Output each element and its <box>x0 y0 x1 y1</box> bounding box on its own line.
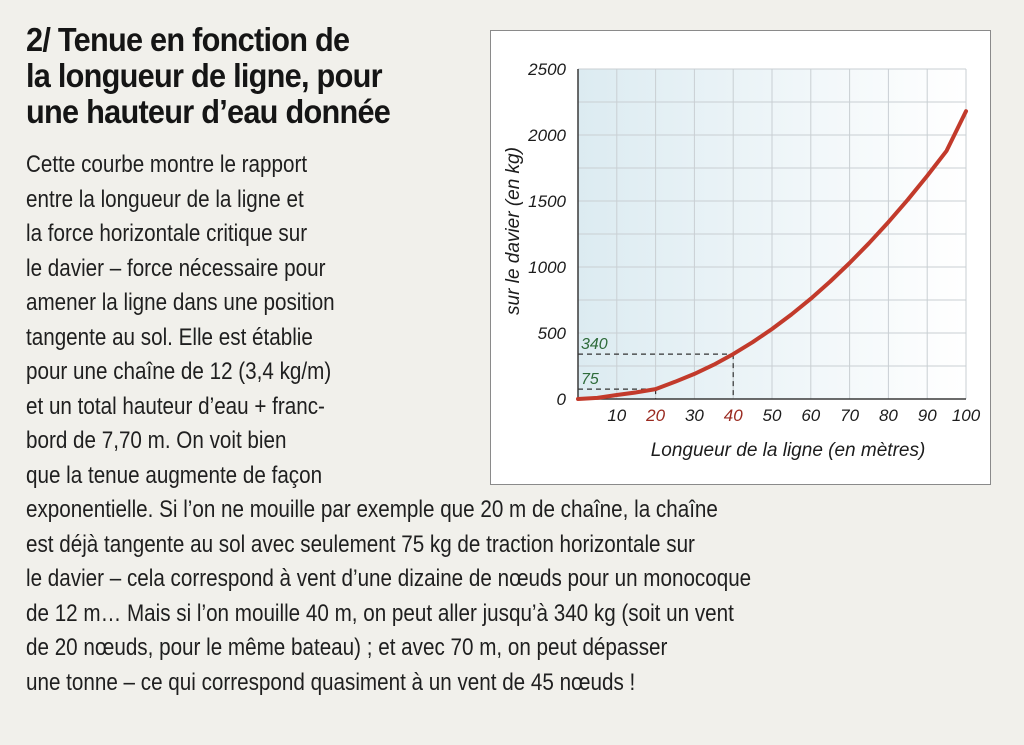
x-tick-label: 0 <box>556 390 566 409</box>
body-line: le davier – force nécessaire pour <box>26 254 326 282</box>
annotation-label: 75 <box>581 371 599 389</box>
x-tick-label: 70 <box>840 406 860 425</box>
heading-line: la longueur de ligne, pour <box>26 57 382 94</box>
body-line: amener la ligne dans une position <box>26 289 335 316</box>
body-line: tangente au sol. Elle est établie <box>26 323 313 351</box>
heading-line: 2/ Tenue en fonction de <box>26 21 350 58</box>
y-axis-title: sur le davier (en kg) <box>503 147 524 315</box>
x-tick-label: 50 <box>762 406 782 425</box>
y-tick-label: 1000 <box>528 258 566 277</box>
body-line: de 20 nœuds, pour le même bateau) ; et avec 70 m, on peut dépasser <box>26 634 668 661</box>
y-tick-label: 2500 <box>528 60 566 79</box>
body-line: bord de 7,70 m. On voit bien <box>26 427 287 454</box>
y-ticks <box>527 60 566 343</box>
x-axis-title: Longueur de la ligne (en mètres) <box>650 440 926 461</box>
body-line: Cette courbe montre le rapport <box>26 151 308 178</box>
body-line: exponentielle. Si l’on ne mouille par exemple que 20 m de chaîne, la chaîne <box>26 496 718 523</box>
body-line: une tonne – ce qui correspond quasiment à un vent de 45 nœuds ! <box>26 668 636 696</box>
y-tick-label: 1500 <box>528 192 566 211</box>
x-tick-label: 100 <box>951 406 981 425</box>
x-tick-label: 40 <box>723 406 743 425</box>
x-tick-label: 80 <box>878 406 898 425</box>
body-line: est déjà tangente au sol avec seulement 75 kg de traction horizontale sur <box>26 530 695 558</box>
body-line: que la tenue augmente de façon <box>26 461 323 489</box>
chart-panel <box>490 30 991 485</box>
body-line: le davier – cela correspond à vent d’une dizaine de nœuds pour un monocoque <box>26 565 752 592</box>
body-line: et un total hauteur d’eau + franc- <box>26 392 325 420</box>
body-line: la force horizontale critique sur <box>26 220 308 247</box>
x-tick-label: 60 <box>801 406 821 425</box>
x-tick-label: 20 <box>646 406 666 425</box>
x-tick-label: 90 <box>917 406 937 425</box>
x-tick-label: 30 <box>684 406 704 425</box>
body-line: pour une chaîne de 12 (3,4 kg/m) <box>26 358 332 385</box>
y-tick-label: 500 <box>537 324 566 343</box>
heading-line: une hauteur d’eau donnée <box>26 93 391 130</box>
annotation-label: 340 <box>581 336 608 354</box>
body-line: de 12 m… Mais si l’on mouille 40 m, on peut aller jusqu’à 340 kg (soit un vent <box>26 599 734 627</box>
y-tick-label: 2000 <box>528 126 566 145</box>
section-heading <box>26 22 454 130</box>
tension-chart <box>491 31 992 486</box>
body-line: entre la longueur de la ligne et <box>26 185 304 213</box>
x-tick-label: 10 <box>607 406 627 425</box>
